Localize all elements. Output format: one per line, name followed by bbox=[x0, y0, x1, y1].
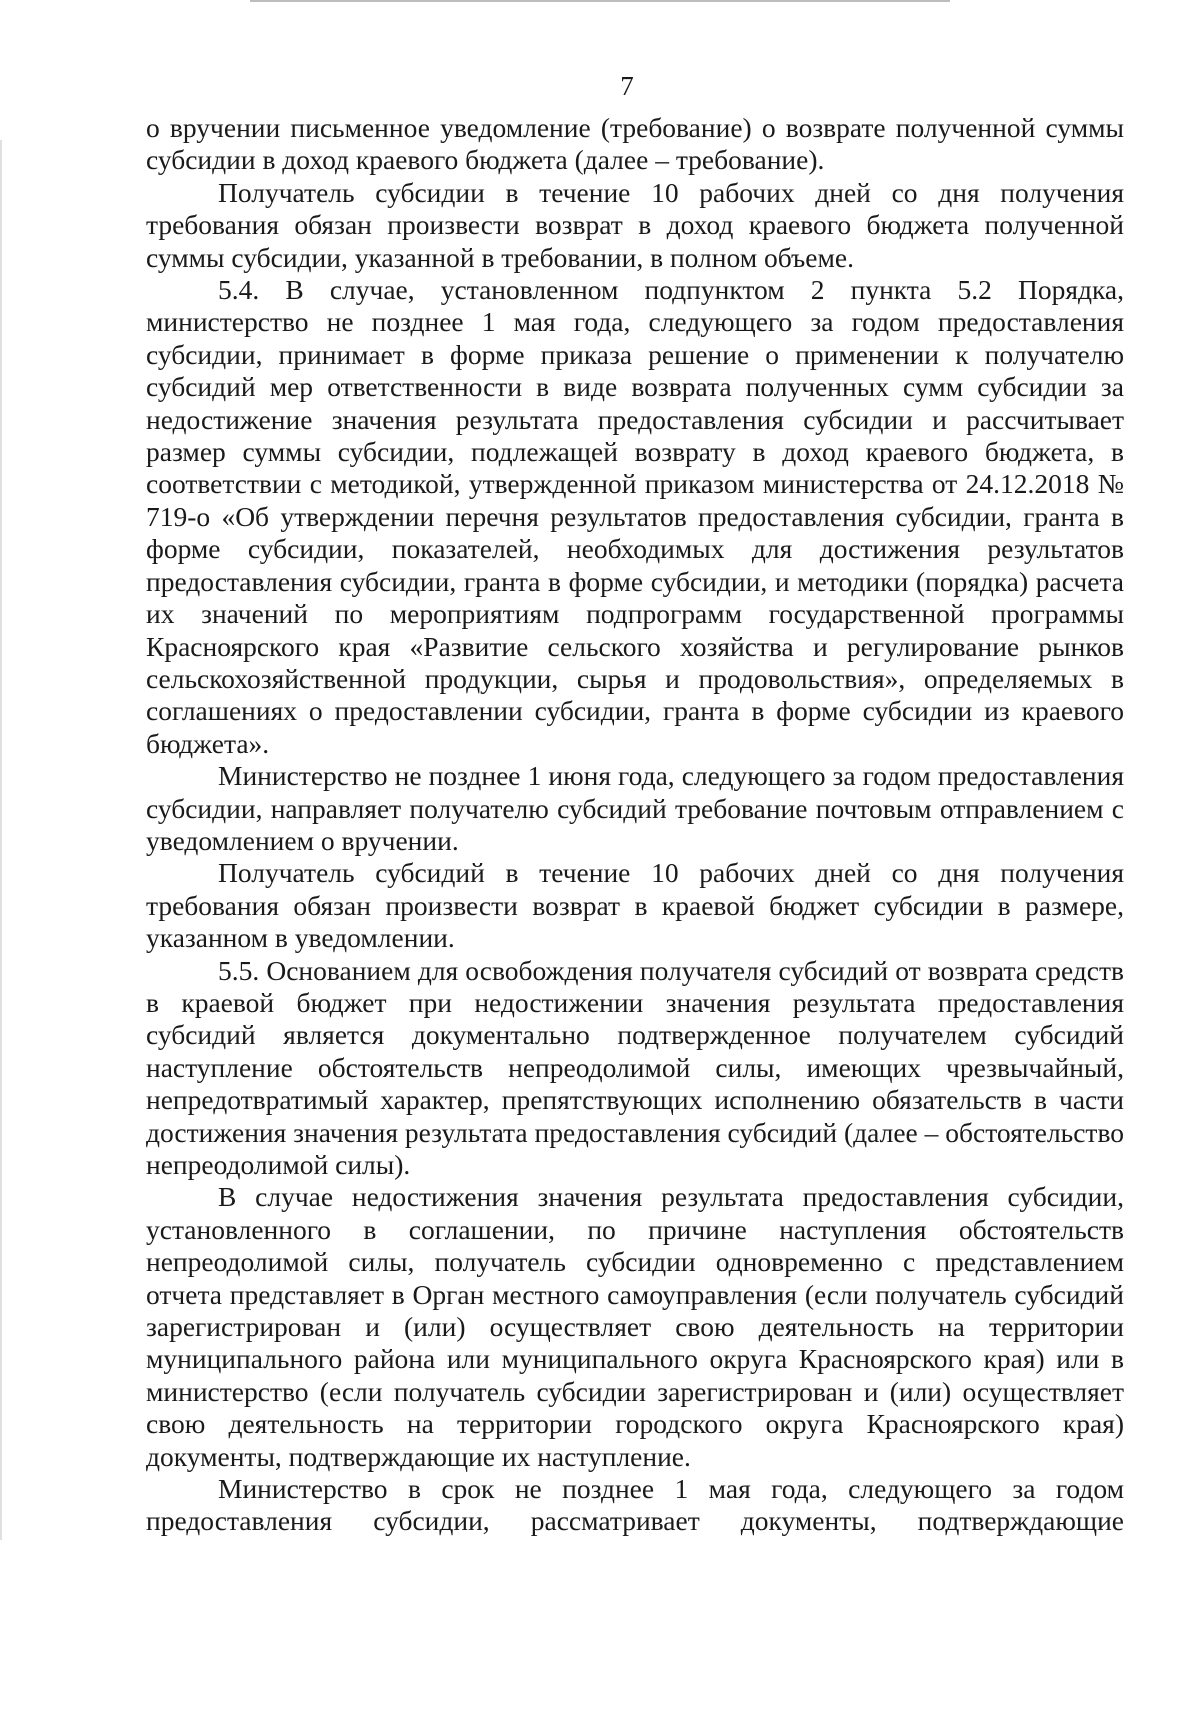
document-body bbox=[146, 112, 1124, 1538]
paragraph-4: Министерство не позднее 1 июня года, следующего за годом предоставления субсидии, направляет получателю субсидий требование почтовым отправлением с уведомлением о вручении. bbox=[146, 760, 1124, 856]
paragraph-6: 5.5. Основанием для освобождения получателя субсидий от возврата средств в краевой бюджет при недостижении значения результата предоставления субсидий является документально подтвержденное получателем субсидий наступление обстоятельств непреодолимой силы, имеющих чрезвычайный, непредотвратимый характер, препятствующих исполнению обязательств в части достижения значения результата предоставления субсидий (далее – обстоятельство непреодолимой силы). bbox=[146, 954, 1124, 1180]
paragraph-5: Получатель субсидий в течение 10 рабочих дней со дня получения требования обязан произвести возврат в краевой бюджет субсидии в размере, указанном в уведомлении. bbox=[146, 857, 1124, 954]
page-number: 7 bbox=[620, 71, 634, 101]
scan-edge-left bbox=[0, 140, 2, 1540]
paragraph-7: В случае недостижения значения результата предоставления субсидии, установленного в соглашении, по причине наступления обстоятельств непреодолимой силы, получатель субсидии одновременно с представлением отчета представляет в Орган местного самоуправления (если получатель субсидий зарегистрирован и (или) осуществляет свою деятельность на территории муниципального района или муниципального округа Красноярского края) или в министерство (если получатель субсидии зарегистрирован и (или) осуществляет свою деятельность на территории городского округа Красноярского края) документы, подтверждающие их наступление. bbox=[146, 1181, 1124, 1472]
paragraph-1: о вручении письменное уведомление (требование) о возврате полученной суммы субсидии в доход краевого бюджета (далее – требование). bbox=[146, 112, 1124, 176]
paragraph-3: 5.4. В случае, установленном подпунктом 2 пункта 5.2 Порядка, министерство не позднее 1 мая года, следующего за годом предоставления субсидии, принимает в форме приказа решение о применении к получателю субсидий мер ответственности в виде возврата полученных сумм субсидии за недостижение значения результата предоставления субсидии и рассчитывает размер суммы субсидии, подлежащей возврату в доход краевого бюджета, в соответствии с методикой, утвержденной приказом министерства от 24.12.2018 № 719-о «Об утверждении перечня результатов предоставления субсидии, гранта в форме субсидии, показателей, необходимых для достижения результатов предоставления субсидии, гранта в форме субсидии, и методики (порядка) расчета их значений по мероприятиям подпрограмм государственной программы Красноярского края «Развитие сельского хозяйства и регулирование рынков сельскохозяйственной продукции, сырья и продовольствия», определяемых в соглашениях о предоставлении субсидии, гранта в форме субсидии из краевого бюджета». bbox=[146, 274, 1124, 759]
paragraph-2: Получатель субсидии в течение 10 рабочих дней со дня получения требования обязан произвести возврат в доход краевого бюджета полученной суммы субсидии, указанной в требовании, в полном объеме. bbox=[146, 176, 1124, 273]
paragraph-8: Министерство в срок не позднее 1 мая года, следующего за годом предоставления субсидии, рассматривает документы, подтверждающие bbox=[146, 1473, 1124, 1537]
scan-edge-top bbox=[250, 0, 950, 2]
